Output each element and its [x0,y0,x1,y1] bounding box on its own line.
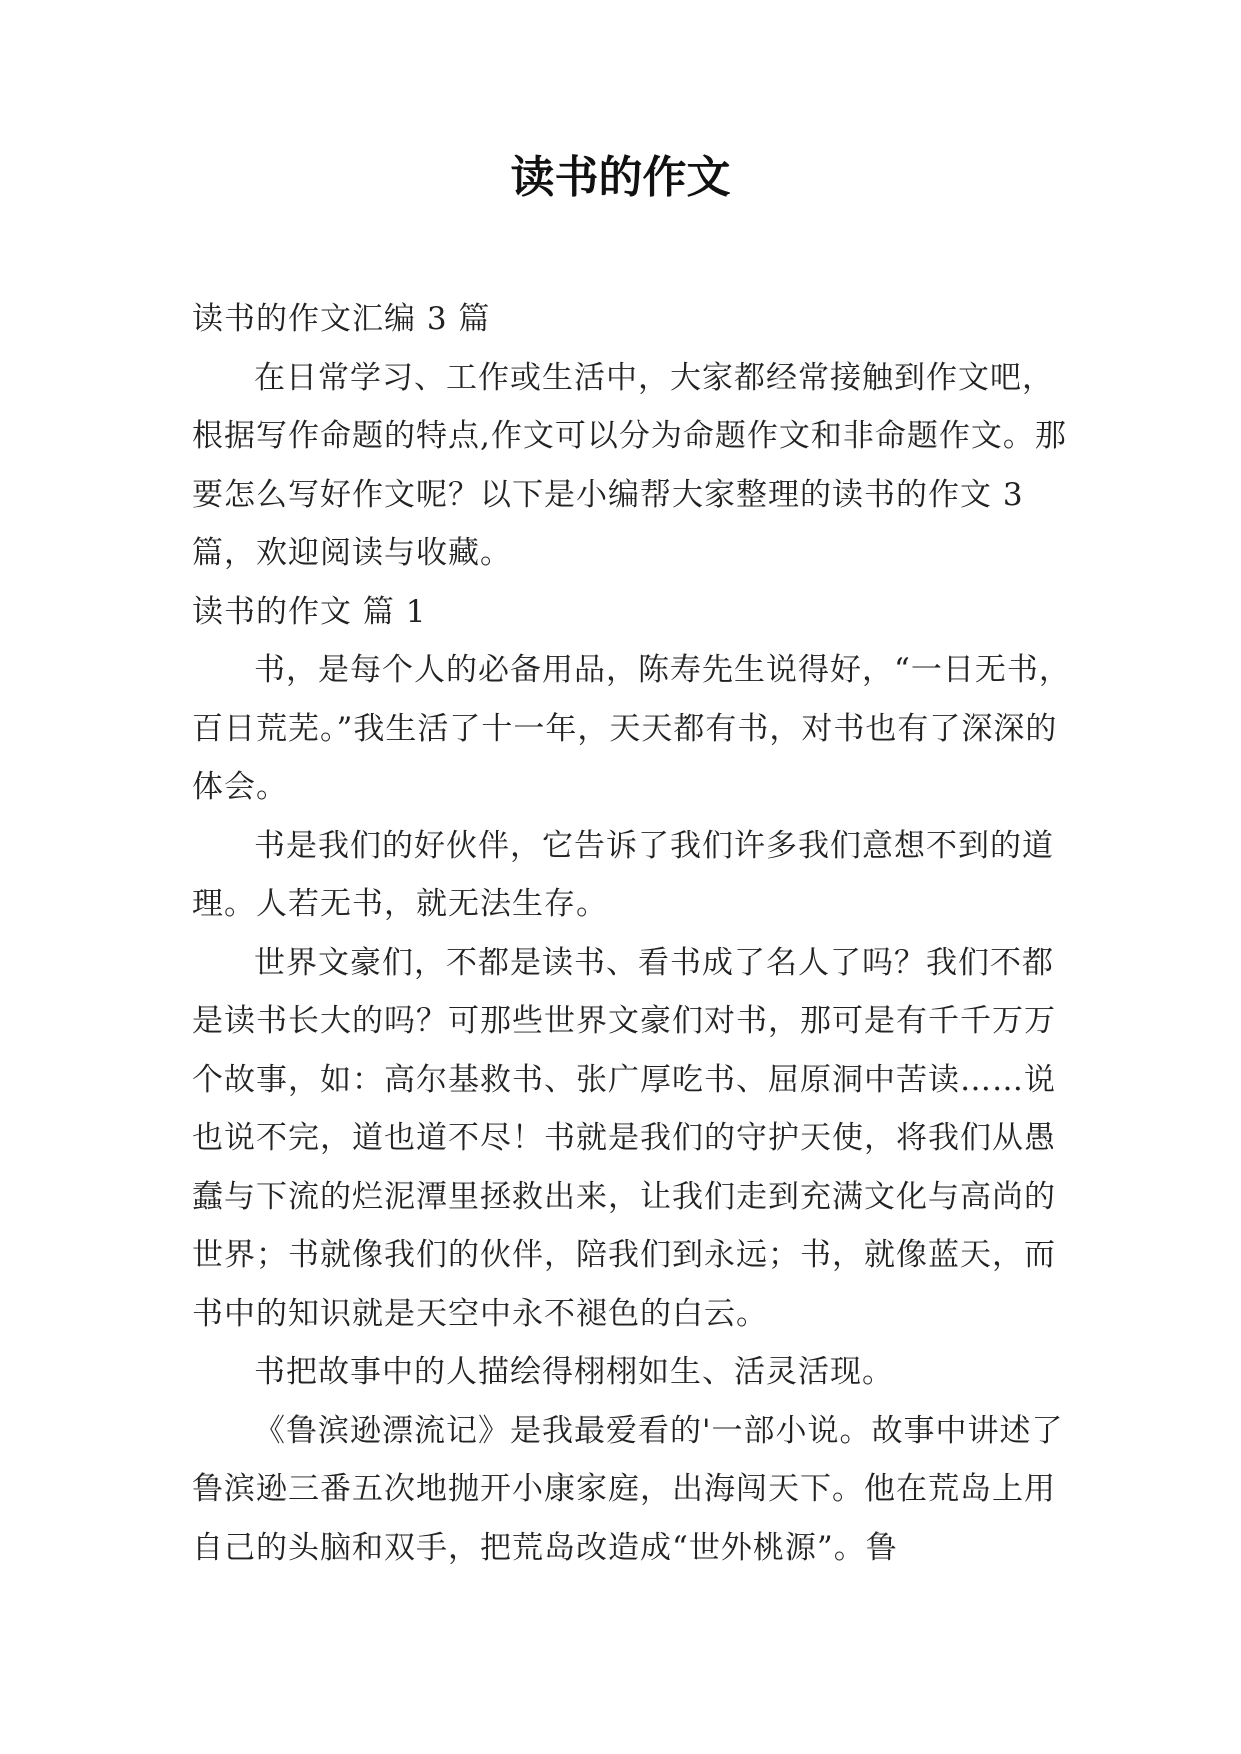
document-title: 读书的作文 [510,152,731,203]
section-heading: 读书的作文 篇 1 [192,593,427,630]
intro-paragraph: 在日常学习、工作或生活中，大家都经常接触到作文吧，根据写作命题的特点,作文可以分为命题作文和非命题作文。那要怎么写好作文呢？以下是小编帮大家整理的读书的作文 3 篇，欢迎阅读与收藏。 [192,359,1067,571]
body-paragraph: 书，是每个人的必备用品，陈寿先生说得好，“一日无书，百日荒芜。”我生活了十一年，天天都有书，对书也有了深深的体会。 [192,652,1071,805]
body-paragraph: 书把故事中的人描绘得栩栩如生、活灵活现。 [254,1354,894,1390]
collection-subtitle: 读书的作文汇编 3 篇 [192,301,491,337]
body-paragraph: 书是我们的好伙伴，它告诉了我们许多我们意想不到的道理。人若无书，就无法生存。 [192,827,1054,922]
body-paragraph: 《鲁滨逊漂流记》是我最爱看的'一部小说。故事中讲述了鲁滨逊三番五次地抛开小康家庭，出海闯天下。他在荒岛上用自己的头脑和双手，把荒岛改造成“世外桃源”。鲁 [192,1412,1064,1566]
body-paragraph: 世界文豪们，不都是读书、看书成了名人了吗？我们不都是读书长大的吗？可那些世界文豪们对书，那可是有千千万万个故事，如：高尔基救书、张广厚吃书、屈原洞中苦读……说也说不完，道也道不尽！书就是我们的守护天使，将我们从愚蠢与下流的烂泥潭里拯救出来，让我们走到充满文化与高尚的世界；书就像我们的伙伴，陪我们到永远；书，就像蓝天，而书中的知识就是天空中永不褪色的白云。 [192,944,1056,1332]
document-body [192,290,1072,1577]
